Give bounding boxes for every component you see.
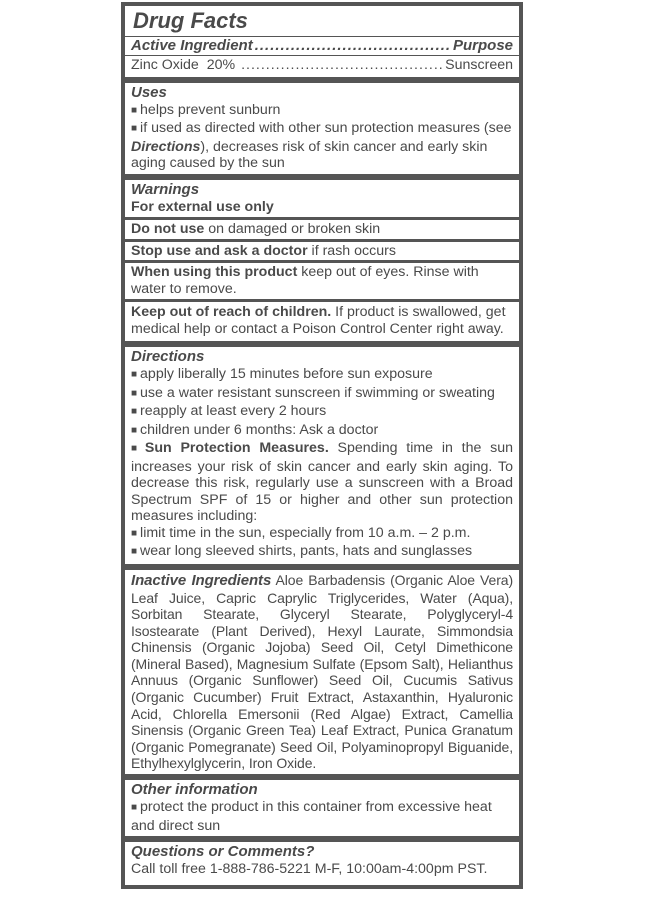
dot-leader bbox=[255, 37, 451, 55]
uses-section bbox=[131, 83, 513, 174]
other-information-section bbox=[131, 780, 513, 836]
sun-protection-text: Spending time in the sun increases your risk of skin cancer and early skin aging. To decrease this risk, regularly use a sunscreen with a Broad Spectrum SPF of 15 or higher and other sun protection measures including: bbox=[131, 440, 514, 524]
directions-section bbox=[131, 347, 513, 564]
active-ingredient-purpose: Sunscreen bbox=[445, 57, 513, 73]
warnings-section bbox=[131, 180, 513, 218]
directions-item bbox=[131, 422, 513, 441]
sun-protection-item bbox=[131, 543, 513, 562]
keep-out-of-reach bbox=[131, 302, 513, 341]
uses-item-text: ), decreases risk of skin cancer and early skin aging caused by the sun bbox=[131, 138, 488, 171]
other-information-text: protect the product in this container from excessive heat and direct sun bbox=[131, 799, 492, 834]
do-not-use bbox=[131, 220, 513, 239]
directions-item-text: apply liberally 15 minutes before sun exposure bbox=[140, 366, 433, 382]
keep-out-of-reach-text: If product is swallowed, get medical help or contact a Poison Control Center right away. bbox=[131, 304, 506, 337]
do-not-use-label: Do not use bbox=[131, 221, 205, 237]
keep-out-of-reach-label: Keep out of reach of children. bbox=[131, 304, 332, 320]
do-not-use-text: on damaged or broken skin bbox=[204, 221, 381, 237]
sun-protection-item-text: limit time in the sun, especially from 10 a.m. – 2 p.m. bbox=[140, 524, 471, 541]
uses-item-text: if used as directed with other sun protection measures (see bbox=[140, 120, 512, 136]
other-information-item bbox=[131, 799, 513, 834]
uses-item-text: helps prevent sunburn bbox=[140, 101, 281, 118]
inactive-ingredients-heading: Inactive Ingredients bbox=[131, 571, 272, 589]
purpose-heading: Purpose bbox=[452, 37, 513, 54]
stop-use-text: if rash occurs bbox=[307, 242, 396, 259]
when-using-label: When using this product bbox=[131, 264, 298, 280]
sun-protection-label: Sun Protection Measures. bbox=[144, 440, 329, 456]
stop-use bbox=[131, 242, 513, 261]
uses-item bbox=[131, 120, 513, 172]
active-ingredient-header bbox=[131, 37, 513, 55]
drug-facts-title: Drug Facts bbox=[133, 8, 248, 33]
directions-heading: Directions bbox=[131, 348, 205, 365]
directions-item bbox=[131, 366, 513, 385]
active-ingredient-name: Zinc Oxide 20% bbox=[131, 57, 236, 73]
inactive-ingredients-list: Aloe Barbadensis (Organic Aloe Vera) Leaf Juice, Capric Caprylic Triglycerides, Water (Aqua), Sorbitan Stearate, Glyceryl Stearate, Polyglyceryl-4 Isostearate (Plant Derived), Hexyl Laurate, Simmondsia Chinensis (Organic Jojoba) Seed Oil, Cetyl Dimethicone (Mineral Based), Magnesium Sulfate (Epsom Salt), Helianthus Annuus (Organic Sunflower) Seed Oil, Cucumis Sativus (Organic Cucumber) Fruit Extract, Astaxanthin, Hyaluronic Acid, Chlorella Emersonii (Red Algae) Extract, Camellia Sinensis (Organic Green Tea) Leaf Extract, Punica Granatum (Organic Pomegranate) Seed Oil, Polyaminopropyl Biguanide, Ethylhexylglycerin, Iron Oxide. bbox=[131, 571, 514, 772]
warnings-heading: Warnings bbox=[131, 180, 200, 198]
inactive-ingredients-section bbox=[131, 570, 513, 775]
inactive-ingredients-text bbox=[131, 572, 513, 773]
when-using bbox=[131, 263, 513, 299]
dot-leader bbox=[241, 57, 443, 74]
questions-heading: Questions or Comments? bbox=[131, 843, 315, 861]
stop-use-label: Stop use and ask a doctor bbox=[131, 242, 308, 259]
drug-facts-panel bbox=[121, 2, 523, 889]
uses-item bbox=[131, 102, 513, 121]
questions-section bbox=[131, 842, 513, 880]
directions-item bbox=[131, 385, 513, 404]
directions-item-text: use a water resistant sunscreen if swimming or sweating bbox=[140, 384, 495, 401]
directions-reference: Directions bbox=[131, 138, 201, 155]
sun-protection-measures bbox=[131, 440, 513, 525]
uses-heading: Uses bbox=[131, 83, 167, 101]
external-use-warning: For external use only bbox=[131, 198, 274, 215]
sun-protection-item bbox=[131, 525, 513, 544]
questions-text: Call toll free 1-888-786-5221 M-F, 10:00am-4:00pm PST. bbox=[131, 861, 488, 878]
active-ingredient-heading: Active Ingredient bbox=[131, 37, 253, 54]
active-ingredient-row bbox=[131, 56, 513, 77]
other-information-heading: Other information bbox=[131, 781, 258, 799]
directions-item bbox=[131, 403, 513, 422]
sun-protection-item-text: wear long sleeved shirts, pants, hats and sunglasses bbox=[140, 543, 473, 559]
directions-item-text: reapply at least every 2 hours bbox=[140, 403, 327, 419]
when-using-text: keep out of eyes. Rinse with water to remove. bbox=[131, 264, 479, 297]
directions-item-text: children under 6 months: Ask a doctor bbox=[140, 421, 379, 438]
